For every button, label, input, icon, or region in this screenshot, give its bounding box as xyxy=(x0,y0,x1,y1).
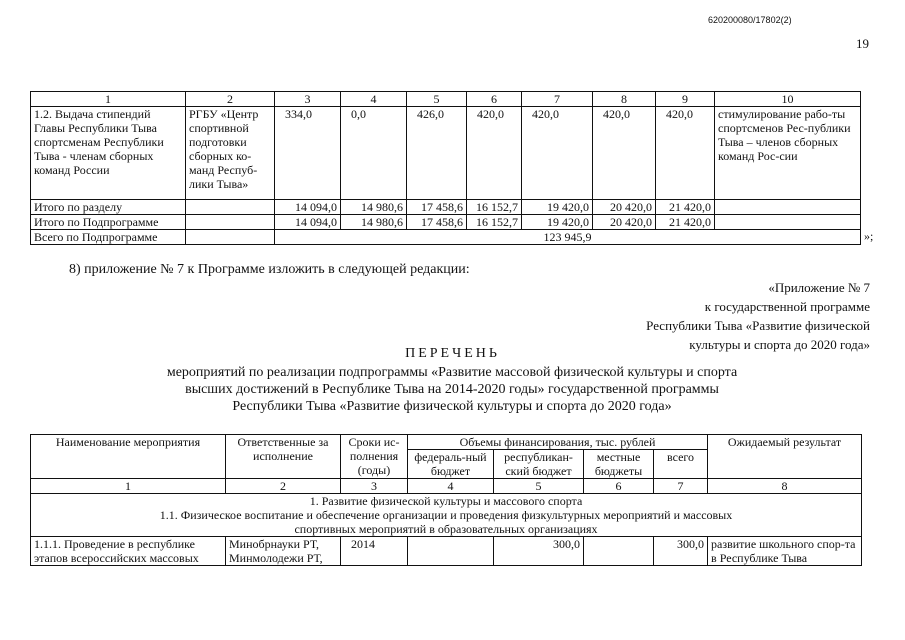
value-cell: 16 152,7 xyxy=(467,200,522,215)
col-number: 3 xyxy=(275,92,341,107)
header-row xyxy=(31,435,862,450)
header-period: Сроки ис-полнения (годы) xyxy=(341,435,408,479)
col-number: 5 xyxy=(494,479,584,494)
value-cell: 19 420,0 xyxy=(522,215,593,230)
section-row xyxy=(31,494,862,537)
value-cell: 14 980,6 xyxy=(341,200,407,215)
executor: Минобрнауки РТ, Минмолодежи РТ, xyxy=(226,537,341,566)
empty-cell xyxy=(715,215,861,230)
document-heading: ПЕРЕЧЕНЬ xyxy=(405,346,500,361)
appendix-line: к государственной программе xyxy=(704,299,870,314)
document-subtitle: мероприятий по реализации подпрограммы «Развитие массовой физической культуры и спорта высших достижений в Республике Тыва на 2014-2020 годы» государственной программы Республики Тыва «Развитие физической культуры и спорта до 2020 года» xyxy=(166,365,738,414)
col-number: 7 xyxy=(522,92,593,107)
activity-name: 1.1.1. Проведение в республике этапов всероссийских массовых xyxy=(31,537,226,566)
appendix-line: Республики Тыва «Развитие физической xyxy=(646,318,870,333)
col-number: 1 xyxy=(31,92,186,107)
col-number: 6 xyxy=(467,92,522,107)
federal-value xyxy=(408,537,494,566)
col-number: 7 xyxy=(654,479,708,494)
value-cell: 420,0 xyxy=(522,107,593,200)
empty-cell xyxy=(186,230,275,245)
appendix-header xyxy=(612,278,870,354)
value-cell: 20 420,0 xyxy=(593,215,656,230)
header-republic: республикан-ский бюджет xyxy=(494,450,584,479)
expected-result: стимулирование рабо-ты спортсменов Рес-публики Тыва – членов сборных команд Рос-сии xyxy=(715,107,861,200)
value-cell: 420,0 xyxy=(656,107,715,200)
column-number-row xyxy=(31,479,862,494)
value-cell: 14 980,6 xyxy=(341,215,407,230)
header-result: Ожидаемый результат xyxy=(708,435,862,479)
column-number-row xyxy=(31,92,861,107)
value-cell: 21 420,0 xyxy=(656,200,715,215)
grand-total-row xyxy=(31,230,861,245)
col-number: 3 xyxy=(341,479,408,494)
header-funding: Объемы финансирования, тыс. рублей xyxy=(408,435,708,450)
grand-total-value: 123 945,9 xyxy=(275,230,861,245)
col-number: 5 xyxy=(407,92,467,107)
value-cell: 0,0 xyxy=(341,107,407,200)
value-cell: 426,0 xyxy=(407,107,467,200)
value-cell: 14 094,0 xyxy=(275,200,341,215)
col-number: 8 xyxy=(708,479,862,494)
header-local: местные бюджеты xyxy=(584,450,654,479)
empty-cell xyxy=(186,215,275,230)
republic-value: 300,0 xyxy=(494,537,584,566)
executor: РГБУ «Центр спортивной подготовки сборных ко-манд Респуб-лики Тыва» xyxy=(186,107,275,200)
empty-cell xyxy=(715,200,861,215)
value-cell: 16 152,7 xyxy=(467,215,522,230)
col-number: 8 xyxy=(593,92,656,107)
value-cell: 420,0 xyxy=(467,107,522,200)
value-cell: 14 094,0 xyxy=(275,215,341,230)
col-number: 10 xyxy=(715,92,861,107)
value-cell: 334,0 xyxy=(275,107,341,200)
col-number: 9 xyxy=(656,92,715,107)
document-code: 620200080/17802(2) xyxy=(708,15,792,25)
funding-table-continued xyxy=(30,91,861,245)
col-number: 2 xyxy=(186,92,275,107)
value-cell: 21 420,0 xyxy=(656,215,715,230)
section-heading xyxy=(31,494,862,537)
header-total: всего xyxy=(654,450,708,479)
section-total-row xyxy=(31,200,861,215)
appendix-line: культуры и спорта до 2020 года» xyxy=(689,337,870,352)
col-number: 1 xyxy=(31,479,226,494)
value-cell: 420,0 xyxy=(593,107,656,200)
col-number: 2 xyxy=(226,479,341,494)
header-executor: Ответственные за исполнение xyxy=(226,435,341,479)
table-row xyxy=(31,537,862,566)
period: 2014 xyxy=(341,537,408,566)
amendment-text: 8) приложение № 7 к Программе изложить в следующей редакции: xyxy=(69,262,470,277)
activity-name: 1.2. Выдача стипендий Главы Республики Тыва спортсменам Республики Тыва - членам сборных команд России xyxy=(31,107,186,200)
subsection-title: 1.1. Физическое воспитание и обеспечение организации и проведения физкультурных мероприятий и массовых спортивных мероприятий в образовательных организациях xyxy=(159,508,733,536)
empty-cell xyxy=(186,200,275,215)
appendix-line: «Приложение № 7 xyxy=(768,280,870,295)
table-row xyxy=(31,107,861,200)
expected-result: развитие школьного спор-та в Республике Тыва xyxy=(708,537,862,566)
section-title: 1. Развитие физической культуры и массового спорта xyxy=(309,494,583,508)
value-cell: 20 420,0 xyxy=(593,200,656,215)
local-value xyxy=(584,537,654,566)
header-federal: федераль-ный бюджет xyxy=(408,450,494,479)
row-label: Итого по Подпрограмме xyxy=(31,215,186,230)
page-number: 19 xyxy=(856,36,869,51)
col-number: 4 xyxy=(408,479,494,494)
activities-table xyxy=(30,434,862,566)
row-label: Всего по Подпрограмме xyxy=(31,230,186,245)
subprogram-total-row xyxy=(31,215,861,230)
value-cell: 17 458,6 xyxy=(407,215,467,230)
closing-quote: »; xyxy=(864,229,874,243)
col-number: 4 xyxy=(341,92,407,107)
total-value: 300,0 xyxy=(654,537,708,566)
row-label: Итого по разделу xyxy=(31,200,186,215)
header-name: Наименование мероприятия xyxy=(31,435,226,479)
col-number: 6 xyxy=(584,479,654,494)
value-cell: 17 458,6 xyxy=(407,200,467,215)
value-cell: 19 420,0 xyxy=(522,200,593,215)
